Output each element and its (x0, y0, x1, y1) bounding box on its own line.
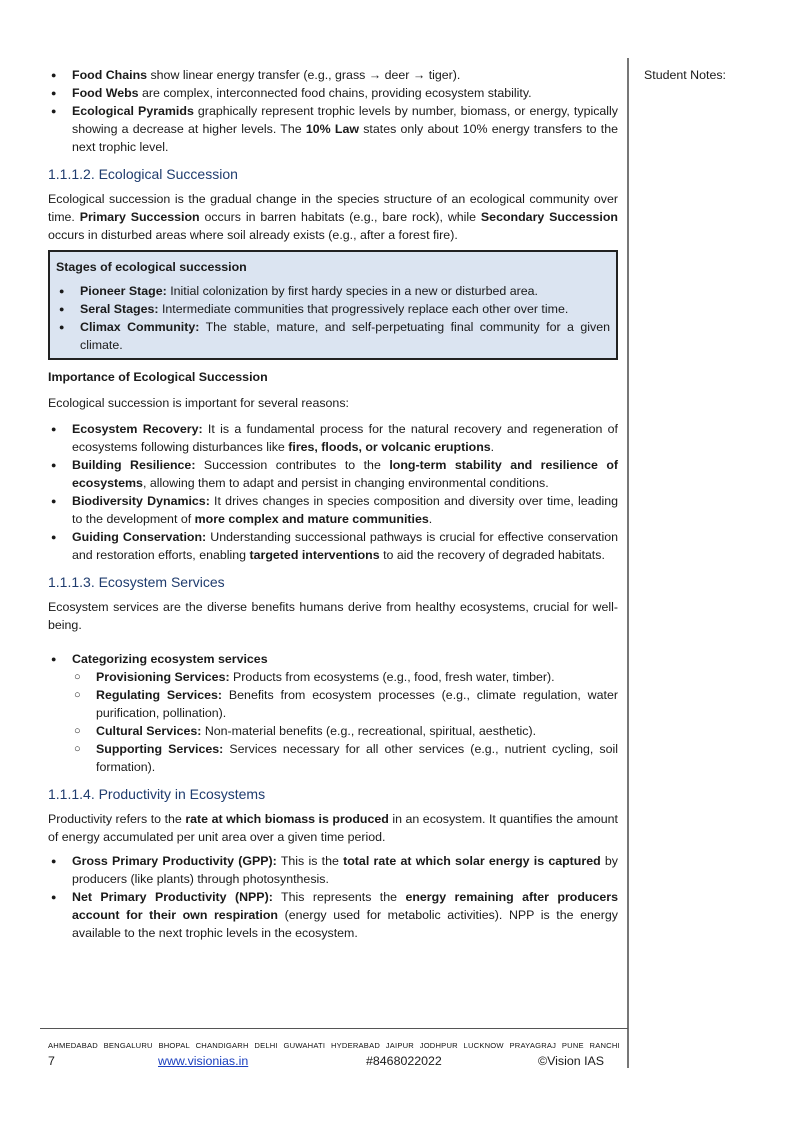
list-item: ● Gross Primary Productivity (GPP): This is the total rate at which solar energy is captured by producers (like plants) through photosynthesis. (48, 852, 618, 888)
list-item: ● Biodiversity Dynamics: It drives changes in species composition and diversity over time, leading to the development of more complex and mature communities. (48, 492, 618, 528)
main-content (48, 66, 618, 942)
list-item: ○ Regulating Services: Benefits from ecosystem processes (e.g., climate regulation, water purification, pollination). (72, 686, 618, 722)
website-link[interactable]: www.visionias.in (158, 1054, 249, 1068)
city: JODHPUR (419, 1041, 458, 1050)
city: LUCKNOW (463, 1041, 504, 1050)
list-item: ● Net Primary Productivity (NPP): This represents the energy remaining after producers account for their own respiration (energy used for metabolic activities). NPP is the energy available to the next trophic levels in the ecosystem. (48, 888, 618, 942)
page-number: 7 (48, 1054, 55, 1068)
city: HYDERABAD (330, 1041, 381, 1050)
succession-paragraph: Ecological succession is the gradual change in the species structure of an ecological community over time. Primary Succession occurs in barren habitats (e.g., bare rock), while Secondary Succession occurs in disturbed areas where soil already exists (e.g., after a forest fire). (48, 192, 619, 242)
city: JAIPUR (385, 1041, 414, 1050)
services-paragraph: Ecosystem services are the diverse benefits humans derive from healthy ecosystems, crucial for well-being. (48, 600, 618, 632)
list-item: ● Ecological Pyramids graphically represent trophic levels by number, biomass, or energy, typically showing a decrease at higher levels. The 10% Law states only about 10% energy transfers to the next trophic level. (48, 102, 618, 156)
notes-divider (627, 58, 629, 1068)
section-heading-productivity: 1.1.1.4. Productivity in Ecosystems (48, 786, 266, 802)
list-item: ○ Supporting Services: Services necessary for all other services (e.g., nutrient cycling, soil formation). (72, 740, 618, 776)
footer-divider (40, 1028, 628, 1029)
phone-number: #8468022022 (366, 1054, 442, 1068)
stages-list (56, 282, 610, 354)
productivity-paragraph: Productivity refers to the rate at which biomass is produced in an ecosystem. It quantifies the amount of energy accumulated per unit area over a given time period. (48, 812, 618, 844)
list-item: ● Ecosystem Recovery: It is a fundamental process for the natural recovery and regeneration of ecosystems following disturbances like fires, floods, or volcanic eruptions. (48, 420, 618, 456)
productivity-list (48, 852, 618, 942)
list-item: ● Food Chains show linear energy transfer (e.g., grass → deer → tiger). (48, 66, 618, 84)
list-item: ● Categorizing ecosystem services ○ Provisioning Services: Products from ecosystems (e.g., food, fresh water, timber). ○ Regulating Services: Benefits from ecosystem processes (e.g., climate regulation, water purification, pollination). ○ Cultural Services: Non-material benefits (e.g., recreational, spiritual, aesthetic). ○ Supporting Services: Services necessary for all other services (e.g., nutrient cycling, soil formation). (48, 650, 618, 776)
importance-heading: Importance of Ecological Succession (48, 370, 268, 384)
list-item: ● Climax Community: The stable, mature, and self-perpetuating final community for a given climate. (56, 318, 610, 354)
city: AHMEDABAD (48, 1041, 98, 1050)
services-sublist (72, 668, 618, 776)
services-list (48, 650, 618, 776)
section-heading-succession: 1.1.1.2. Ecological Succession (48, 166, 238, 182)
list-item: ○ Provisioning Services: Products from ecosystems (e.g., food, fresh water, timber). (72, 668, 618, 686)
list-item: ● Food Webs are complex, interconnected food chains, providing ecosystem stability. (48, 84, 618, 102)
city: DELHI (254, 1041, 278, 1050)
intro-bullet-list (48, 66, 618, 156)
list-item: ● Building Resilience: Succession contributes to the long-term stability and resilience of ecosystems, allowing them to adapt and persist in changing environmental conditions. (48, 456, 618, 492)
city: CHANDIGARH (195, 1041, 249, 1050)
student-notes-label: Student Notes: (644, 68, 726, 82)
importance-list (48, 420, 618, 564)
city: BHOPAL (158, 1041, 190, 1050)
city: PUNE (561, 1041, 584, 1050)
section-heading-services: 1.1.1.3. Ecosystem Services (48, 574, 225, 590)
importance-intro: Ecological succession is important for several reasons: (48, 396, 349, 410)
city: GUWAHATI (283, 1041, 326, 1050)
city: PRAYAGRAJ (509, 1041, 557, 1050)
city: BENGALURU (103, 1041, 153, 1050)
list-item: ● Guiding Conservation: Understanding successional pathways is crucial for effective conservation and restoration efforts, enabling targeted interventions to aid the recovery of degraded habitats. (48, 528, 618, 564)
footer-cities (48, 1037, 620, 1055)
stages-box-title: Stages of ecological succession (56, 260, 247, 274)
list-item: ● Pioneer Stage: Initial colonization by first hardy species in a new or disturbed area. (56, 282, 610, 300)
list-item: ○ Cultural Services: Non-material benefits (e.g., recreational, spiritual, aesthetic). (72, 722, 618, 740)
city: RANCHI (589, 1041, 620, 1050)
list-item: ● Seral Stages: Intermediate communities that progressively replace each other over time. (56, 300, 610, 318)
stages-box (48, 250, 618, 360)
copyright: ©Vision IAS (538, 1054, 605, 1068)
